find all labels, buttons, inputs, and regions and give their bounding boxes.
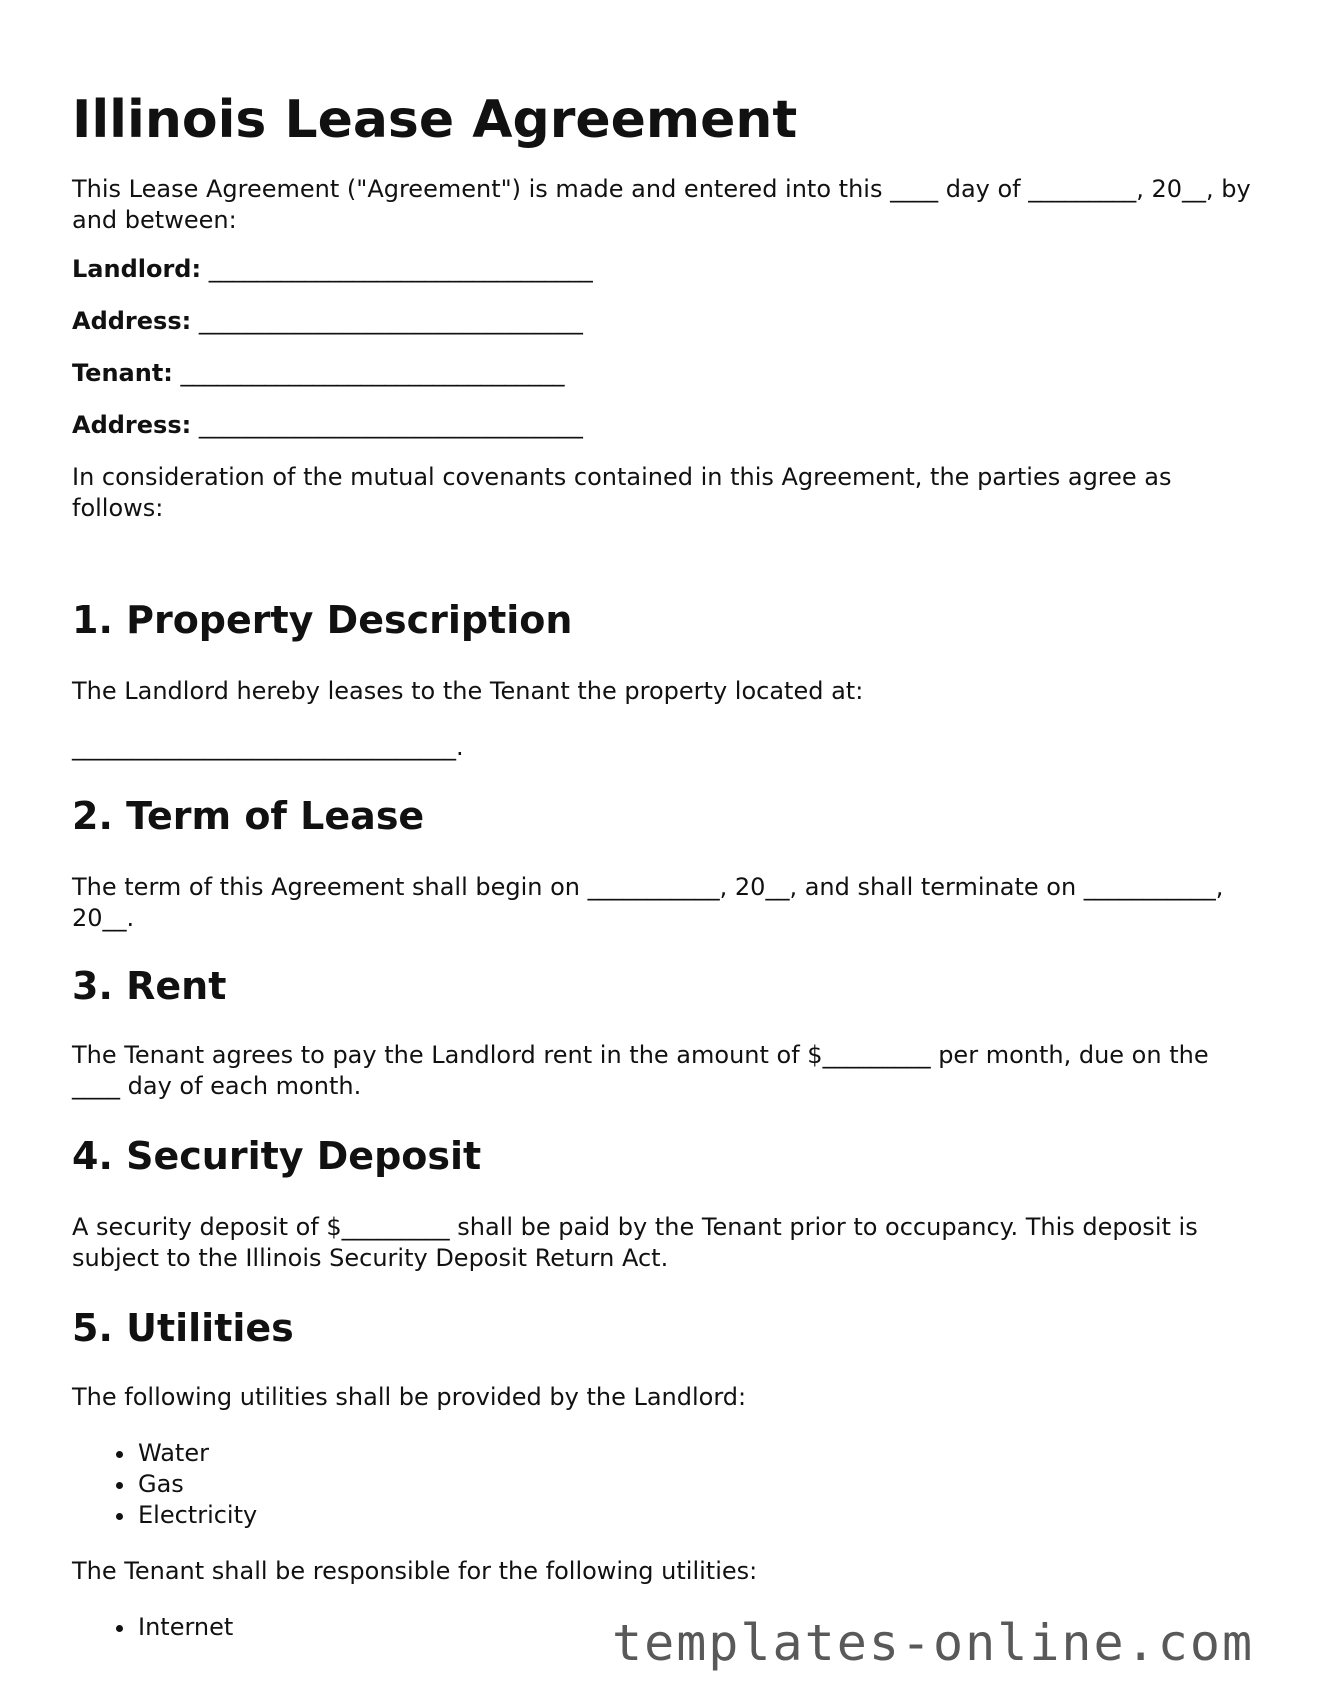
list-item: Electricity: [138, 1501, 258, 1529]
term-paragraph: The term of this Agreement shall begin on ___________, 20__, and shall terminate on ___________, 20__.: [72, 873, 1224, 932]
landlord-address-blank: ________________________________: [198, 307, 583, 335]
tenant-field: [72, 358, 565, 389]
tenant-address-blank: ________________________________: [198, 411, 583, 439]
section-heading-deposit: 4. Security Deposit: [72, 1134, 482, 1178]
document-title: Illinois Lease Agreement: [72, 90, 798, 150]
tenant-address-label: Address:: [72, 411, 192, 439]
watermark: templates-online.com: [612, 1614, 1255, 1672]
landlord-blank: ________________________________: [208, 255, 593, 283]
section-heading-property: 1. Property Description: [72, 598, 573, 642]
list-item: Internet: [138, 1613, 234, 1641]
landlord-utilities-list: [72, 1438, 257, 1531]
tenant-utilities-paragraph: The Tenant shall be responsible for the following utilities:: [72, 1557, 758, 1585]
property-paragraph: The Landlord hereby leases to the Tenant the property located at:: [72, 677, 864, 705]
list-item: Gas: [138, 1469, 257, 1500]
landlord-address-field: [72, 306, 583, 337]
section-heading-rent: 3. Rent: [72, 964, 227, 1008]
list-item: Water: [138, 1438, 257, 1469]
intro-paragraph: This Lease Agreement ("Agreement") is made and entered into this ____ day of _________, 20__, by and between:: [72, 175, 1251, 234]
section-heading-utilities: 5. Utilities: [72, 1306, 294, 1350]
section-heading-term: 2. Term of Lease: [72, 794, 425, 838]
landlord-address-label: Address:: [72, 307, 192, 335]
deposit-paragraph: A security deposit of $_________ shall be paid by the Tenant prior to occupancy. This deposit is subject to the Illinois Security Deposit Return Act.: [72, 1213, 1198, 1272]
property-address-blank: ________________________________.: [72, 733, 464, 761]
rent-paragraph: The Tenant agrees to pay the Landlord rent in the amount of $_________ per month, due on the ____ day of each month.: [72, 1041, 1209, 1100]
landlord-utilities-paragraph: The following utilities shall be provided by the Landlord:: [72, 1383, 747, 1411]
tenant-utilities-list: [72, 1612, 233, 1643]
landlord-label: Landlord:: [72, 255, 202, 283]
landlord-field: [72, 254, 593, 285]
tenant-address-field: [72, 410, 583, 441]
tenant-blank: ________________________________: [180, 359, 565, 387]
consideration-paragraph: In consideration of the mutual covenants contained in this Agreement, the parties agree as follows:: [72, 463, 1172, 522]
tenant-label: Tenant:: [72, 359, 173, 387]
